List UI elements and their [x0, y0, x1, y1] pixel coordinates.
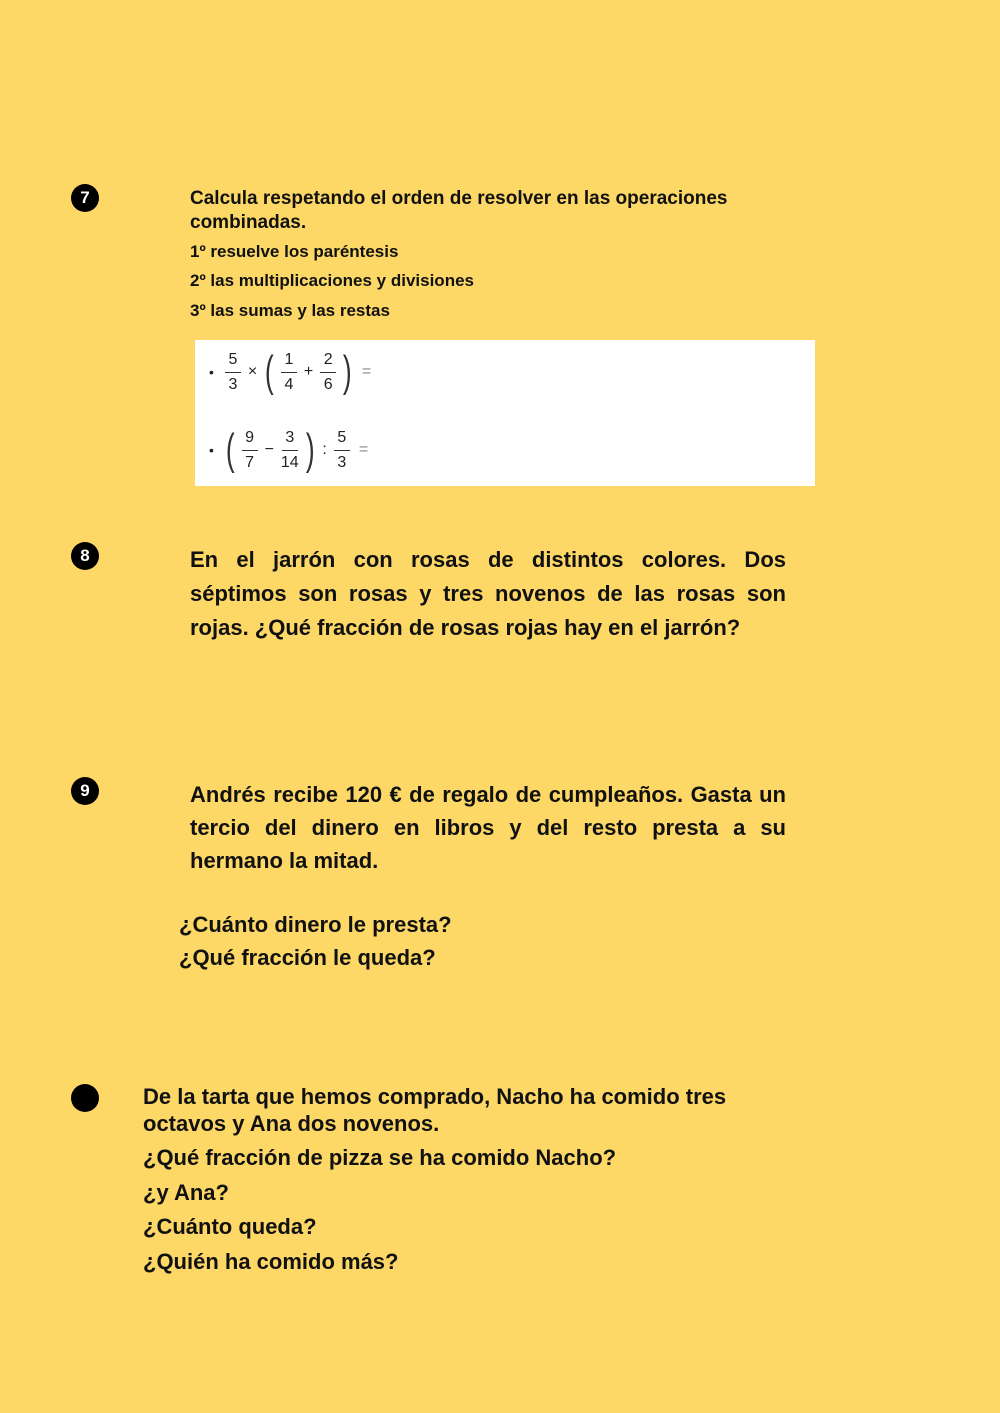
denominator: 3: [337, 453, 347, 471]
exercise-10-question-3: ¿Cuánto queda?: [143, 1214, 317, 1239]
exercise-8-problem: En el jarrón con rosas de distintos colores. Dos séptimos son rosas y tres novenos de las rosas son rojas. ¿Qué fracción de rosas rojas hay en el jarrón?: [190, 547, 786, 640]
exercise-7-instructions: Calcula respetando el orden de resolver en las operaciones combinadas.: [190, 188, 728, 233]
bullet-icon: •: [209, 442, 214, 458]
exercise-9-problem: Andrés recibe 120 € de regalo de cumpleaños. Gasta un tercio del dinero en libros y del resto presta a su hermano la mitad.: [190, 782, 786, 873]
minus-sign: −: [264, 441, 274, 458]
fraction: [334, 429, 350, 472]
numerator: 1: [281, 351, 297, 373]
exercise-9-question-2: ¿Qué fracción le queda?: [179, 945, 436, 970]
exercise-9-question-1: ¿Cuánto dinero le presta?: [179, 912, 452, 937]
operation-1: [209, 347, 372, 396]
exercise-7-number-badge: 7: [71, 184, 99, 212]
exercise-9-number-badge: 9: [71, 777, 99, 805]
numerator: 9: [242, 429, 258, 451]
division-sign: :: [322, 441, 327, 458]
exercise-10-question-2: ¿y Ana?: [143, 1180, 229, 1205]
exercise-7-step-1: 1º resuelve los paréntesis: [190, 242, 399, 261]
denominator: 4: [284, 375, 294, 393]
close-paren-icon: ): [343, 347, 352, 396]
exercise-10-number-badge: [71, 1084, 99, 1112]
numerator: 3: [282, 429, 298, 451]
denominator: 6: [323, 375, 333, 393]
open-paren-icon: (: [265, 347, 274, 396]
fraction: [225, 351, 241, 394]
open-paren-icon: (: [225, 425, 235, 474]
exercise-7-step-2: 2º las multiplicaciones y divisiones: [190, 271, 474, 290]
fraction: [281, 429, 299, 472]
plus-sign: +: [303, 363, 314, 380]
exercise-7-step-3: 3º las sumas y las restas: [190, 301, 390, 320]
fraction: [242, 429, 258, 472]
exercise-7-operations-box: [195, 340, 815, 486]
numerator: 5: [334, 429, 350, 451]
exercise-8-number-badge: 8: [71, 542, 99, 570]
numerator: 5: [225, 351, 241, 373]
fraction: [320, 351, 336, 394]
times-sign: ×: [247, 363, 258, 380]
exercise-10-problem: De la tarta que hemos comprado, Nacho ha comido tres octavos y Ana dos novenos.: [143, 1084, 727, 1136]
bullet-icon: •: [209, 364, 214, 380]
denominator: 3: [228, 375, 238, 393]
operation-2: [209, 425, 369, 474]
numerator: 2: [320, 351, 336, 373]
exercise-10-question-1: ¿Qué fracción de pizza se ha comido Nacho?: [143, 1145, 617, 1170]
fraction: [281, 351, 297, 394]
close-paren-icon: ): [305, 425, 315, 474]
denominator: 14: [280, 453, 299, 471]
denominator: 7: [245, 453, 255, 471]
exercise-10-question-4: ¿Quién ha comido más?: [143, 1249, 399, 1274]
equals-sign: =: [361, 363, 372, 380]
equals-sign: =: [358, 441, 369, 458]
